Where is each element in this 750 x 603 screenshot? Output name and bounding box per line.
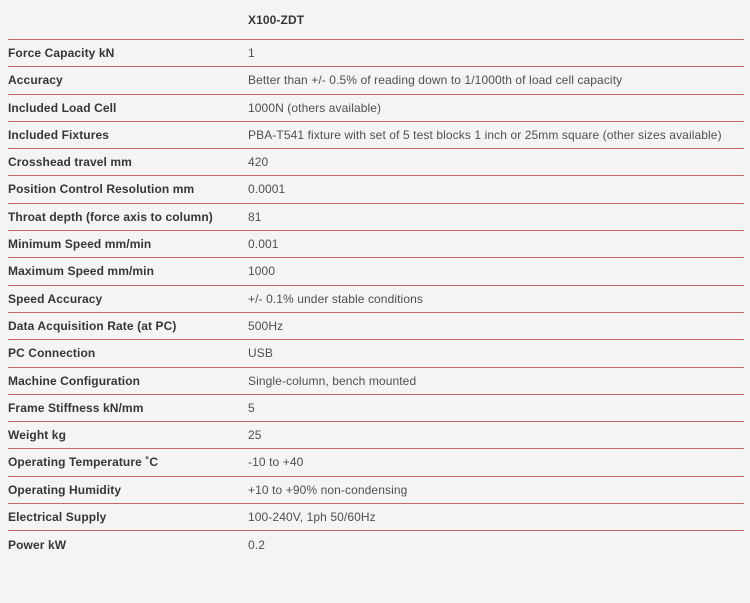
table-row xyxy=(8,395,744,422)
spec-label: PC Connection xyxy=(8,346,96,361)
spec-value: 1000 xyxy=(248,264,276,279)
spec-label: Operating Humidity xyxy=(8,482,122,497)
table-row xyxy=(8,477,744,504)
specification-table xyxy=(8,0,744,559)
table-row xyxy=(8,149,744,176)
table-row xyxy=(8,95,744,122)
table-row xyxy=(8,67,744,94)
spec-value: 420 xyxy=(248,155,269,170)
spec-label: Crosshead travel mm xyxy=(8,155,132,170)
table-row xyxy=(8,422,744,449)
spec-value: +10 to +90% non-condensing xyxy=(248,482,408,497)
spec-value: 500Hz xyxy=(248,318,284,333)
spec-value: 0.001 xyxy=(248,237,279,252)
spec-value: USB xyxy=(248,346,273,361)
spec-value: 1000N (others available) xyxy=(248,100,382,115)
spec-label: Machine Configuration xyxy=(8,373,141,388)
spec-label: Weight kg xyxy=(8,428,67,443)
spec-value: 100-240V, 1ph 50/60Hz xyxy=(248,510,376,524)
spec-label: Power kW xyxy=(8,537,67,552)
table-row xyxy=(8,504,744,531)
spec-value: PBA-T541 fixture with set of 5 test blocks 1 inch or 25mm square (other sizes available) xyxy=(248,127,722,142)
model-name: X100-ZDT xyxy=(248,13,305,28)
spec-value: Single-column, bench mounted xyxy=(248,373,417,388)
table-row xyxy=(8,176,744,203)
table-header-row xyxy=(8,0,744,40)
spec-value: 25 xyxy=(248,428,262,443)
spec-value: +/- 0.1% under stable conditions xyxy=(248,291,423,306)
spec-label: Included Fixtures xyxy=(8,127,110,142)
spec-label: Speed Accuracy xyxy=(8,291,103,306)
spec-value: -10 to +40 xyxy=(248,455,304,470)
table-row xyxy=(8,258,744,285)
table-row xyxy=(8,122,744,149)
spec-label: Force Capacity kN xyxy=(8,45,115,60)
table-row xyxy=(8,313,744,340)
spec-value: 0.0001 xyxy=(248,182,286,197)
spec-label: Minimum Speed mm/min xyxy=(8,237,152,252)
spec-value: Better than +/- 0.5% of reading down to 1/1000th of load cell capacity xyxy=(248,73,623,88)
spec-label: Accuracy xyxy=(8,73,63,88)
spec-value: 81 xyxy=(248,209,262,224)
table-row xyxy=(8,40,744,67)
spec-label: Data Acquisition Rate (at PC) xyxy=(8,318,177,333)
table-row xyxy=(8,531,744,558)
spec-value: 5 xyxy=(248,400,255,415)
table-row xyxy=(8,340,744,367)
table-row xyxy=(8,204,744,231)
table-row xyxy=(8,449,744,476)
spec-label: Maximum Speed mm/min xyxy=(8,264,155,279)
spec-label: Frame Stiffness kN/mm xyxy=(8,400,144,415)
spec-value: 1 xyxy=(248,45,255,60)
spec-label: Position Control Resolution mm xyxy=(8,182,195,197)
spec-value: 0.2 xyxy=(248,537,265,552)
table-row xyxy=(8,286,744,313)
spec-label: Throat depth (force axis to column) xyxy=(8,209,213,224)
spec-label: Included Load Cell xyxy=(8,100,117,115)
table-row xyxy=(8,368,744,395)
table-row xyxy=(8,231,744,258)
spec-label: Operating Temperature ˚C xyxy=(8,455,159,470)
spec-label: Electrical Supply xyxy=(8,510,107,524)
